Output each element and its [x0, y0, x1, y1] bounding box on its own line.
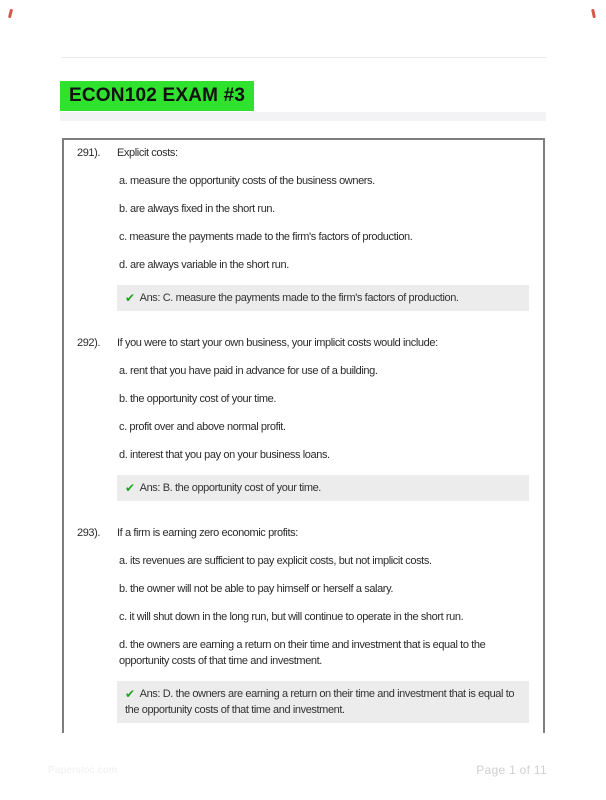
option-c: c. it will shut down in the long run, but will continue to operate in the short run. [119, 611, 464, 623]
check-icon: ✔ [125, 687, 135, 701]
answer-text: Ans: D. the owners are earning a return on their time and investment that is equal to the opportunity costs of that time and investment. [125, 688, 515, 716]
title-underband [60, 112, 546, 121]
option-b: b. the opportunity cost of your time. [119, 393, 277, 405]
option-a: a. rent that you have paid in advance for use of a building. [119, 365, 378, 377]
question-body [117, 145, 535, 311]
question-text: Explicit costs: [117, 147, 178, 159]
question-text: If you were to start your own business, your implicit costs would include: [117, 337, 438, 349]
answer-bar [117, 681, 529, 723]
corner-mark-left [8, 9, 13, 18]
question-body [117, 525, 535, 723]
question-item [77, 525, 535, 723]
question-number: 291). [77, 147, 101, 159]
answer-bar [117, 285, 529, 311]
corner-mark-right [591, 9, 596, 18]
option-c: c. measure the payments made to the firm's factors of production. [119, 231, 413, 243]
check-icon: ✔ [125, 481, 135, 495]
questions-container [62, 138, 545, 733]
option-b: b. the owner will not be able to pay himself or herself a salary. [119, 583, 394, 595]
watermark-text: Paperstoc.com [48, 765, 118, 776]
answer-bar [117, 475, 529, 501]
header-divider [62, 57, 546, 58]
option-d: d. are always variable in the short run. [119, 259, 289, 271]
option-d: d. the owners are earning a return on their time and investment that is equal to the opportunity costs of that time and investment. [119, 639, 486, 667]
option-b: b. are always fixed in the short run. [119, 203, 275, 215]
question-body [117, 335, 535, 501]
question-number: 293). [77, 527, 101, 539]
check-icon: ✔ [125, 291, 135, 305]
option-d: d. interest that you pay on your business loans. [119, 449, 330, 461]
answer-text: Ans: C. measure the payments made to the firm's factors of production. [139, 292, 459, 304]
option-a: a. measure the opportunity costs of the business owners. [119, 175, 375, 187]
question-text: If a firm is earning zero economic profits: [117, 527, 298, 539]
answer-text: Ans: B. the opportunity cost of your time. [139, 482, 321, 494]
question-item [77, 145, 535, 311]
question-item [77, 335, 535, 501]
option-a: a. its revenues are sufficient to pay explicit costs, but not implicit costs. [119, 555, 432, 567]
page-title: ECON102 EXAM #3 [60, 81, 254, 111]
question-number: 292). [77, 337, 101, 349]
option-c: c. profit over and above normal profit. [119, 421, 286, 433]
page-indicator: Page 1 of 11 [476, 763, 547, 777]
